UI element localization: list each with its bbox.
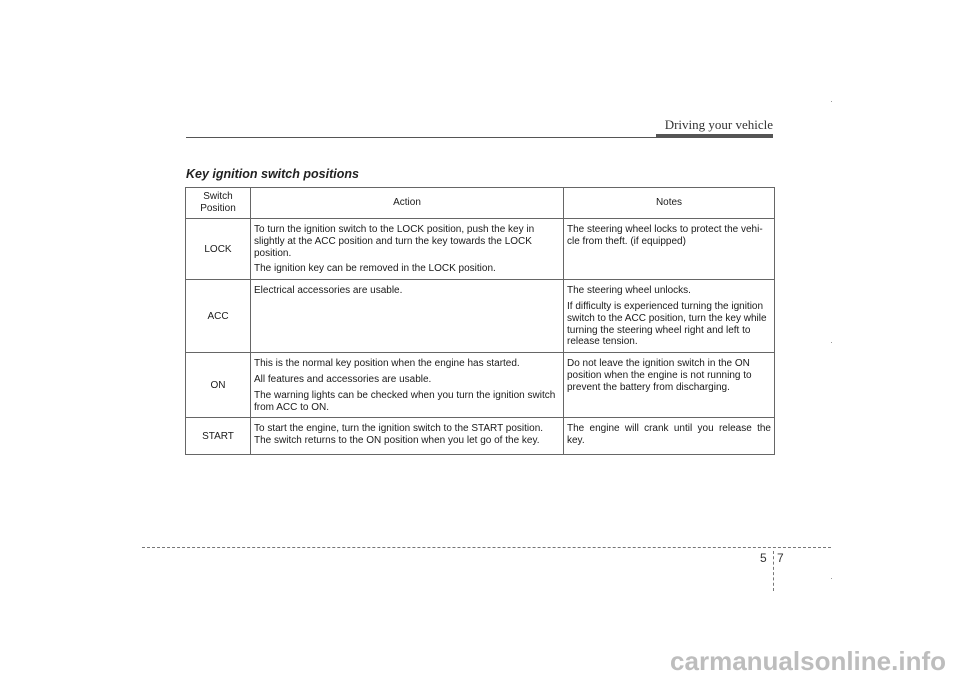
action-text: To turn the ignition switch to the LOCK position, push the key in slightly at the ACC position and turn the key towards the LOCK position. <box>254 224 535 259</box>
notes-cell <box>564 353 775 418</box>
notes-text: If difficulty is experienced turning the ignition switch to the ACC position, turn the key while turning the steering wheel right and left to release tension. <box>567 300 767 348</box>
notes-cell <box>564 418 775 455</box>
section-title: Key ignition switch positions <box>186 167 359 181</box>
table-header-row <box>186 188 775 219</box>
position-cell: ACC <box>186 280 251 353</box>
header-action: Action <box>251 188 564 219</box>
crop-mark <box>831 101 832 102</box>
header-notes: Notes <box>564 188 775 219</box>
notes-cell <box>564 219 775 280</box>
table-row <box>186 219 775 280</box>
action-text: All features and accessories are usable. <box>254 373 432 385</box>
notes-cell <box>564 280 775 353</box>
table-row <box>186 418 775 455</box>
action-cell <box>251 418 564 455</box>
footer-divider <box>773 551 774 591</box>
crop-mark <box>831 342 832 343</box>
page-number: 7 <box>777 551 784 565</box>
action-cell <box>251 280 564 353</box>
action-cell <box>251 353 564 418</box>
action-text: Electrical accessories are usable. <box>254 285 403 297</box>
action-text: The warning lights can be checked when you turn the ignition switch from ACC to ON. <box>254 389 556 413</box>
header-rule <box>186 137 656 138</box>
header-rule-accent <box>656 134 773 138</box>
ignition-positions-table <box>185 187 775 455</box>
footer-rule <box>142 547 831 548</box>
crop-mark <box>831 578 832 579</box>
position-cell: ON <box>186 353 251 418</box>
action-text: The ignition key can be removed in the LOCK position. <box>254 263 496 275</box>
action-text: This is the normal key position when the engine has started. <box>254 358 520 370</box>
notes-text: Do not leave the ignition switch in the ON position when the engine is not running to prevent the battery from discharging. <box>567 358 752 393</box>
notes-text: The steering wheel locks to protect the vehi-cle from theft. (if equipped) <box>567 224 763 247</box>
position-cell: START <box>186 418 251 455</box>
action-text: To start the engine, turn the ignition switch to the START position. The switch returns to the ON position when you let go of the key. <box>254 423 544 447</box>
table-row <box>186 280 775 353</box>
chapter-number: 5 <box>760 551 767 565</box>
position-cell: LOCK <box>186 219 251 280</box>
action-cell <box>251 219 564 280</box>
notes-text: The steering wheel unlocks. <box>567 285 691 297</box>
table-row <box>186 353 775 418</box>
running-header: Driving your vehicle <box>664 117 773 132</box>
watermark: carmanualsonline.info <box>670 646 946 676</box>
header-switch-position: Switch Position <box>186 188 251 219</box>
notes-text: The engine will crank until you release the key. <box>567 423 771 447</box>
